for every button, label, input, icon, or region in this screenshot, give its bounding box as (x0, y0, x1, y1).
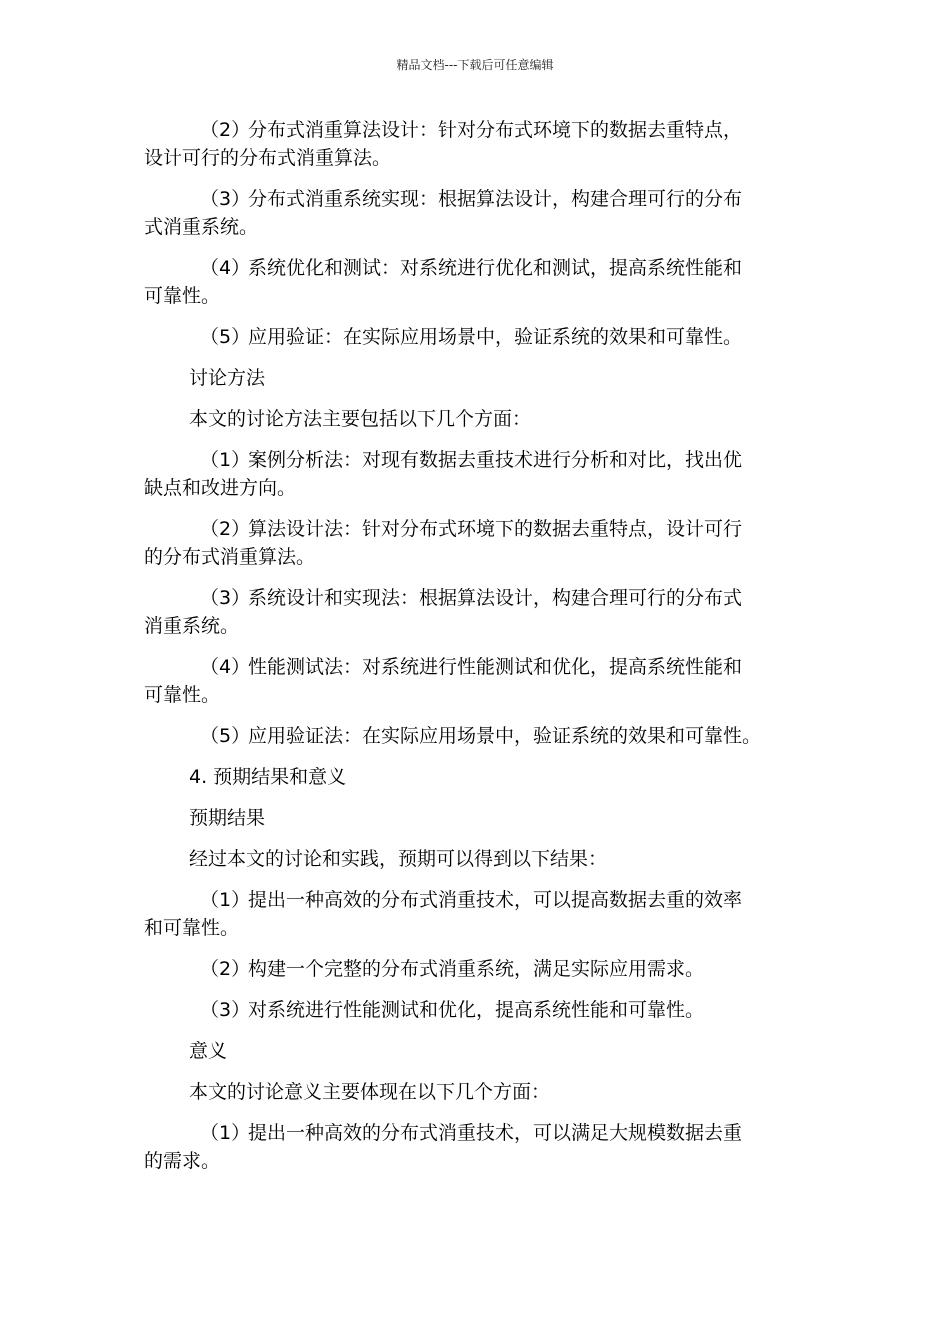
item-number: （3） (200, 188, 251, 210)
list-item-paragraph (144, 1119, 804, 1175)
paragraph (144, 364, 804, 392)
item-number: （2） (200, 958, 251, 980)
paragraph (144, 1037, 804, 1065)
list-item-paragraph (144, 515, 804, 571)
item-number: （5） (200, 725, 251, 747)
paragraph-text: 式消重系统。 (144, 216, 259, 238)
paragraph-text: 分布式消重算法设计：针对分布式环境下的数据去重特点， (248, 119, 743, 141)
paragraph-text: 可靠性。 (144, 285, 221, 307)
paragraph-text: 性能测试法：对系统进行性能测试和优化，提高系统性能和 (248, 656, 743, 678)
list-item-paragraph (144, 886, 804, 942)
document-body (144, 116, 804, 1188)
item-number: （2） (200, 119, 251, 141)
paragraph (144, 845, 804, 873)
paragraph-text: 构建一个完整的分布式消重系统，满足实际应用需求。 (248, 958, 705, 980)
paragraph (144, 763, 804, 791)
item-number: （4） (200, 656, 251, 678)
paragraph-text: 的需求。 (144, 1150, 221, 1172)
paragraph-text: 可靠性。 (144, 684, 221, 706)
page-header: 精品文档---下载后可任意编辑 (396, 58, 554, 72)
paragraph-text: 4. 预期结果和意义 (189, 766, 347, 788)
list-item-paragraph (144, 996, 804, 1024)
item-number: （3） (200, 999, 251, 1021)
item-number: （4） (200, 257, 251, 279)
paragraph-text: 案例分析法：对现有数据去重技术进行分析和对比，找出优 (248, 449, 743, 471)
paragraph-text: 经过本文的讨论和实践，预期可以得到以下结果： (189, 848, 608, 870)
paragraph-text: 本文的讨论方法主要包括以下几个方面： (189, 408, 532, 430)
list-item-paragraph (144, 323, 804, 351)
paragraph-text: 本文的讨论意义主要体现在以下几个方面： (189, 1081, 551, 1103)
list-item-paragraph (144, 446, 804, 502)
list-item-paragraph (144, 584, 804, 640)
list-item-paragraph (144, 722, 804, 750)
paragraph-text: 应用验证法：在实际应用场景中，验证系统的效果和可靠性。 (248, 725, 762, 747)
paragraph-text: 系统设计和实现法：根据算法设计，构建合理可行的分布式 (248, 587, 743, 609)
item-number: （1） (200, 889, 251, 911)
paragraph-text: 消重系统。 (144, 615, 240, 637)
paragraph-text: 讨论方法 (189, 367, 266, 389)
list-item-paragraph (144, 116, 804, 172)
paragraph-text: 提出一种高效的分布式消重技术，可以满足大规模数据去重 (248, 1122, 743, 1144)
paragraph-text: 的分布式消重算法。 (144, 546, 316, 568)
paragraph (144, 1078, 804, 1106)
paragraph-text: 对系统进行性能测试和优化，提高系统性能和可靠性。 (248, 999, 705, 1021)
paragraph-text: 预期结果 (189, 807, 266, 829)
paragraph-text: 和可靠性。 (144, 917, 240, 939)
list-item-paragraph (144, 955, 804, 983)
item-number: （1） (200, 449, 251, 471)
item-number: （2） (200, 518, 251, 540)
item-number: （1） (200, 1122, 251, 1144)
paragraph (144, 405, 804, 433)
list-item-paragraph (144, 185, 804, 241)
paragraph (144, 804, 804, 832)
paragraph-text: 系统优化和测试：对系统进行优化和测试，提高系统性能和 (248, 257, 743, 279)
item-number: （3） (200, 587, 251, 609)
paragraph-text: 意义 (189, 1040, 228, 1062)
paragraph-text: 算法设计法：针对分布式环境下的数据去重特点，设计可行 (248, 518, 743, 540)
item-number: （5） (200, 326, 251, 348)
paragraph-text: 应用验证：在实际应用场景中，验证系统的效果和可靠性。 (248, 326, 743, 348)
paragraph-text: 设计可行的分布式消重算法。 (144, 147, 392, 169)
list-item-paragraph (144, 653, 804, 709)
paragraph-text: 缺点和改进方向。 (144, 477, 297, 499)
paragraph-text: 提出一种高效的分布式消重技术，可以提高数据去重的效率 (248, 889, 743, 911)
list-item-paragraph (144, 254, 804, 310)
paragraph-text: 分布式消重系统实现：根据算法设计，构建合理可行的分布 (248, 188, 743, 210)
